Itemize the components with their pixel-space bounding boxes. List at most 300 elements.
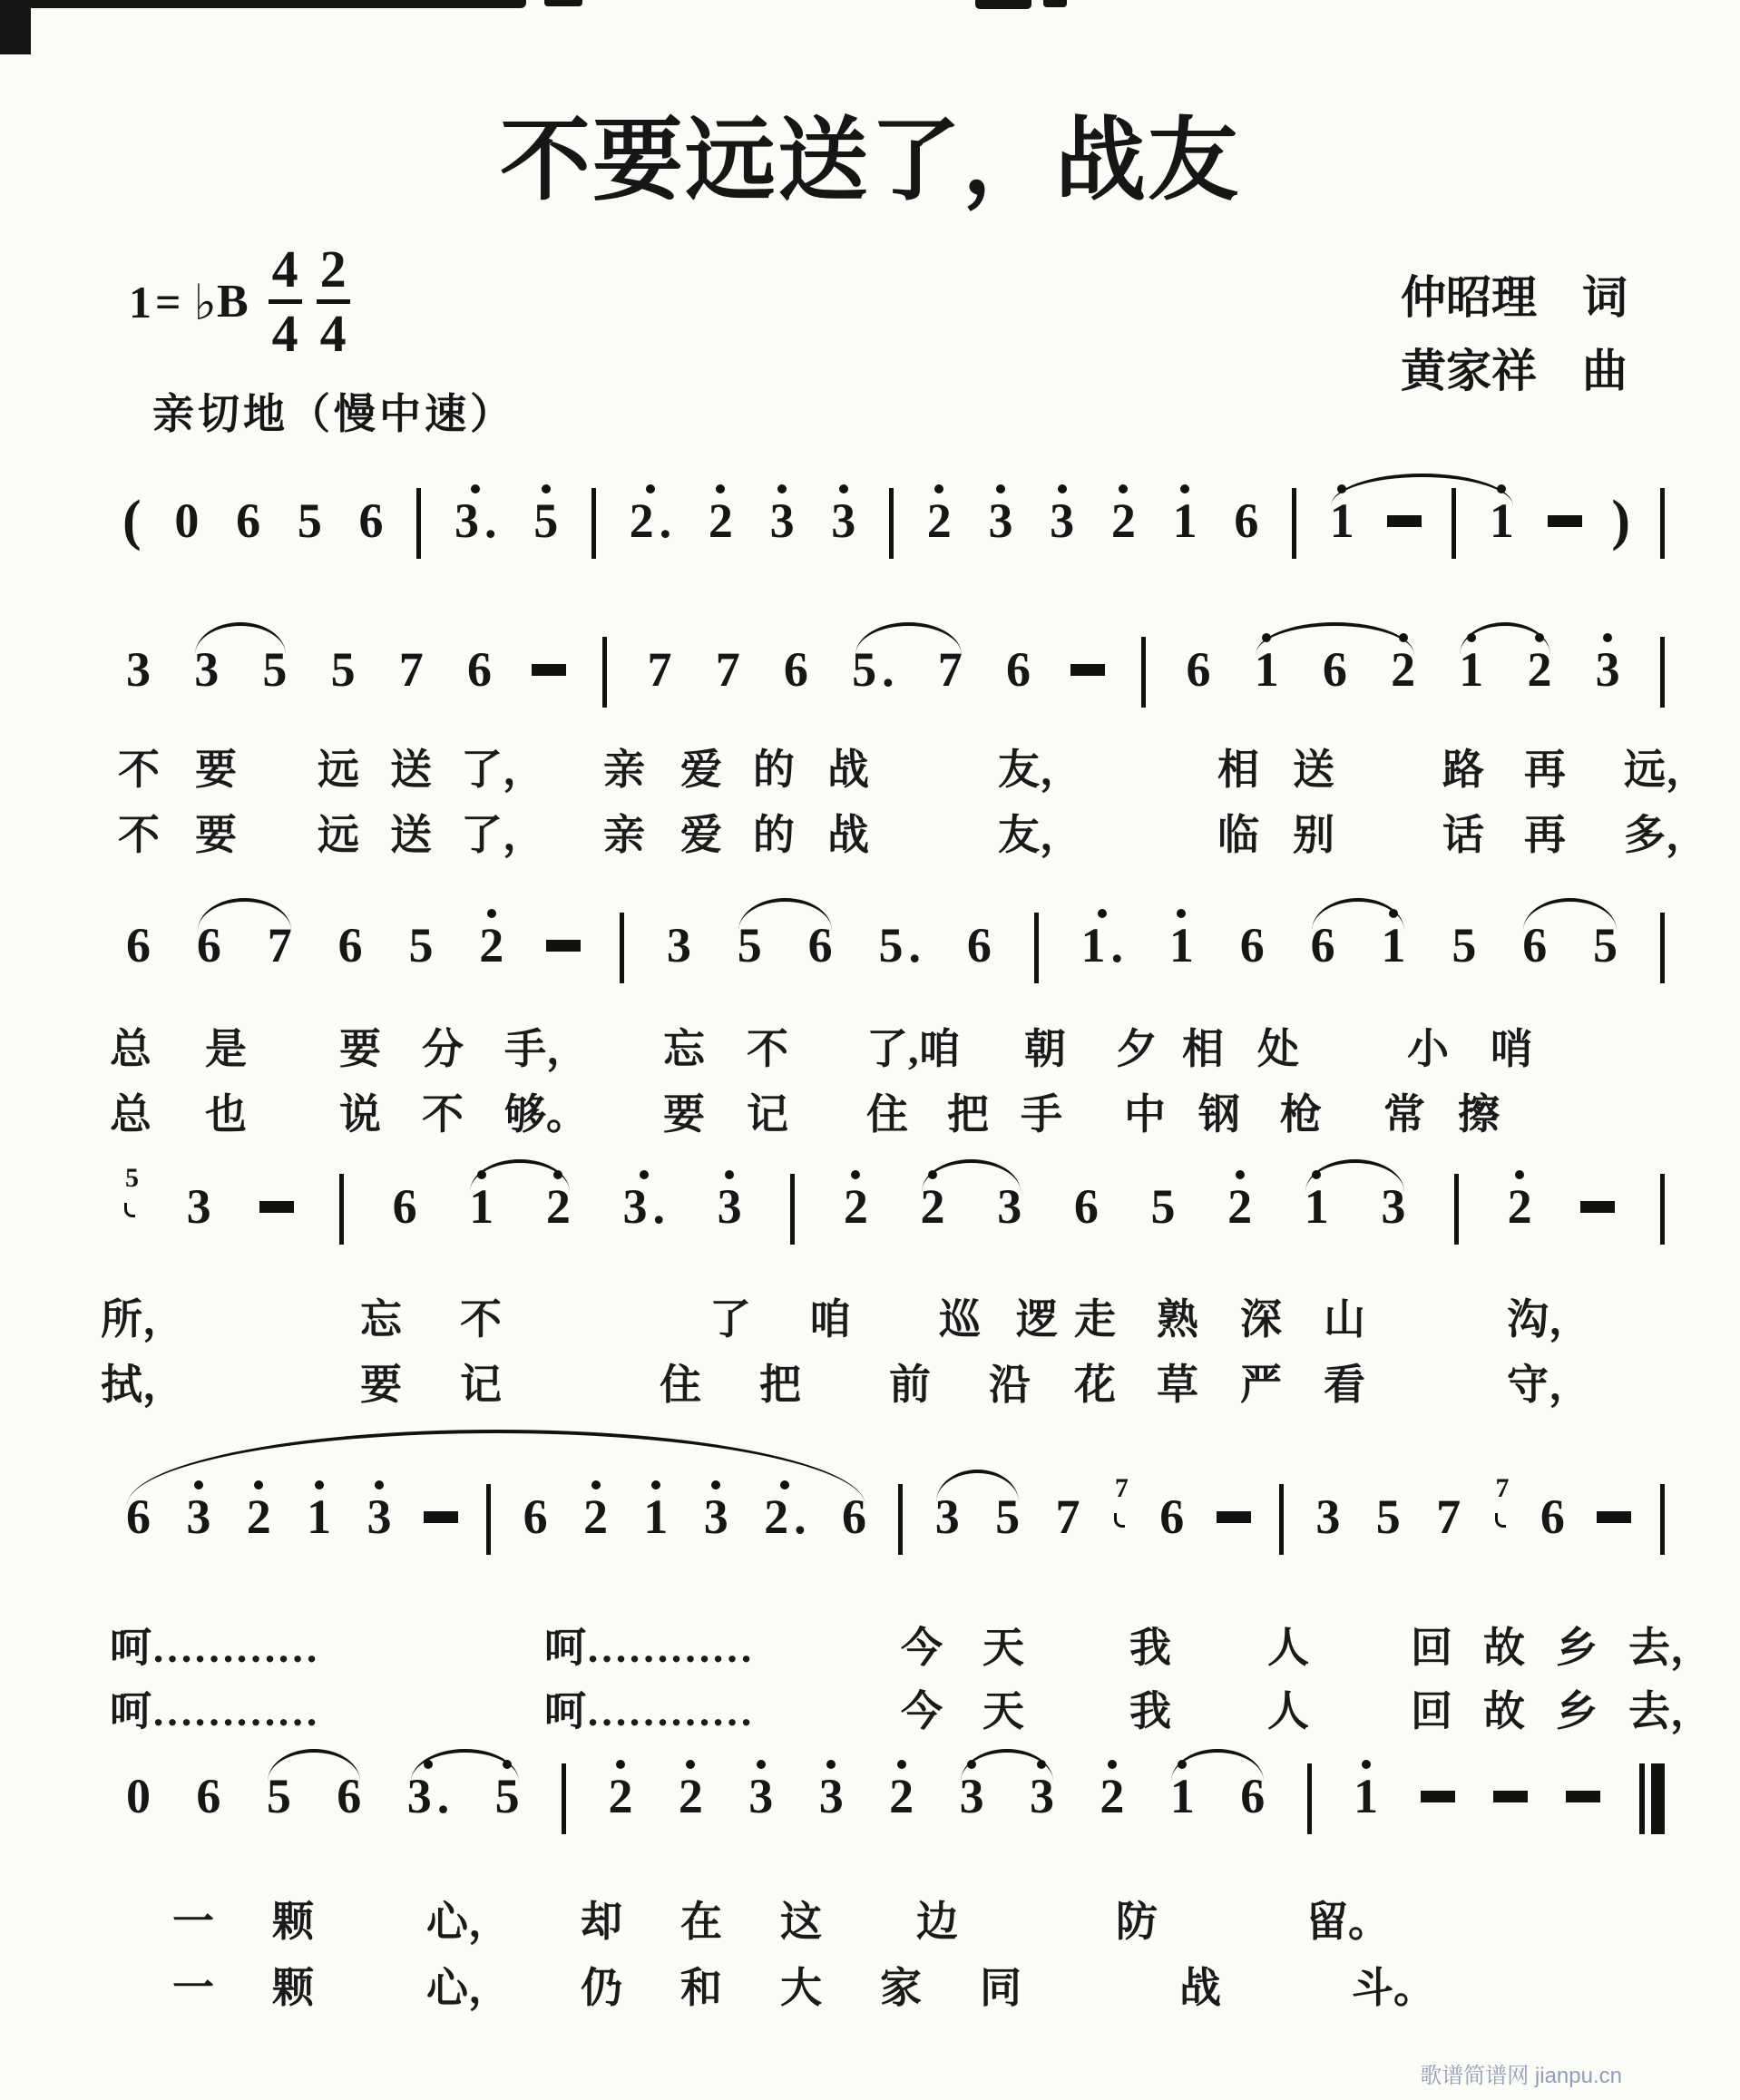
lyric-syllable: 逻 xyxy=(1016,1296,1058,1343)
notes-row xyxy=(122,916,1665,1007)
note-6: 6 xyxy=(1159,1490,1185,1544)
note-3: 3 xyxy=(191,640,222,698)
lyric-syllable: 沿 xyxy=(989,1362,1031,1408)
notation-line-4 xyxy=(122,1163,1665,1268)
augmentation-dot: . xyxy=(794,1490,806,1544)
augmentation-dot: . xyxy=(484,493,497,548)
note-7: 7 xyxy=(396,640,427,698)
notation-line-1 xyxy=(122,492,1665,582)
barline xyxy=(1307,1763,1312,1834)
lyric-syllable: 把 xyxy=(947,1091,989,1138)
lyric-syllable: 也 xyxy=(205,1091,247,1138)
slur xyxy=(1460,622,1550,655)
slur xyxy=(1523,898,1617,931)
slur xyxy=(855,622,962,655)
lyric-syllable: 却 xyxy=(581,1899,622,1945)
slur xyxy=(268,1749,360,1782)
lyric-syllable: 今 xyxy=(901,1625,943,1671)
note-3: 3 xyxy=(984,492,1016,550)
note-1: 1 xyxy=(1350,1767,1382,1825)
note-1: 1 xyxy=(1166,916,1197,974)
lyric-syllable: 守， xyxy=(1507,1362,1590,1408)
meter-numerator: 2 xyxy=(317,243,350,304)
note-6: 6 xyxy=(1237,1767,1268,1825)
note-6: 6 xyxy=(1230,492,1262,550)
lyric-syllable: 相 xyxy=(1182,1026,1224,1072)
note-3: 3 xyxy=(700,1488,732,1546)
lyric-syllable: 忘 xyxy=(663,1026,705,1072)
augmentation-dot: . xyxy=(882,642,894,697)
note-6: 6 xyxy=(122,916,154,974)
lyric-syllable: 住 xyxy=(660,1362,701,1408)
lyric-syllable: 总 xyxy=(110,1026,152,1072)
augmentation-dot: . xyxy=(1110,918,1124,972)
note-2: 2 . xyxy=(626,492,676,550)
note-1: 1 . xyxy=(1078,916,1128,974)
lyric-syllable: 处 xyxy=(1257,1026,1299,1072)
lyric-syllable: 去， xyxy=(1628,1688,1712,1734)
slur xyxy=(922,1159,1021,1192)
lyric-syllable: 山 xyxy=(1324,1296,1365,1343)
lyric-syllable: 远， xyxy=(1624,747,1707,793)
barline xyxy=(1292,488,1296,559)
note-3: 3 xyxy=(956,1767,988,1825)
lyric-syllable: 战 xyxy=(827,747,869,793)
note-5: 5 xyxy=(737,918,762,972)
lyric-syllable: 颗 xyxy=(272,1899,314,1945)
lyric-syllable: 熟 xyxy=(1157,1296,1198,1343)
note-3: 3 xyxy=(932,1488,963,1546)
note-1: 1 xyxy=(1251,640,1283,698)
note-5: 5 xyxy=(530,492,562,550)
note-6: 6 xyxy=(356,492,387,550)
lyric-syllable: 的 xyxy=(753,812,795,858)
barline xyxy=(620,913,624,983)
note-3: 3 . xyxy=(404,1767,454,1825)
barline xyxy=(416,488,421,559)
notes-row xyxy=(122,1767,1665,1858)
note-6: 6 xyxy=(1183,640,1215,698)
lyric-syllable: 今 xyxy=(901,1688,943,1734)
note-6: 6 xyxy=(335,916,367,974)
note-3: 3 xyxy=(1377,1177,1409,1236)
lyricist-credit: 仲昭理 词 xyxy=(1401,272,1628,323)
note-2: 2 xyxy=(1523,640,1555,698)
lyric-syllable: 我 xyxy=(1129,1625,1171,1671)
lyric-syllable: 人 xyxy=(1267,1625,1309,1671)
lyric-syllable: 住 xyxy=(866,1091,908,1138)
note-6: 6 xyxy=(122,1488,154,1546)
note-3: 3 xyxy=(122,640,154,698)
augmentation-dot: . xyxy=(652,1179,665,1234)
note-3: 3 xyxy=(827,492,859,550)
lyric-syllable: 了 xyxy=(709,1296,751,1343)
lyric-syllable: 了， xyxy=(461,812,544,858)
slur xyxy=(1256,622,1414,655)
lyric-syllable: 不 xyxy=(118,747,160,793)
dash xyxy=(1580,1201,1615,1213)
lyric-syllable: 乡 xyxy=(1556,1625,1598,1671)
lyric-syllable: 留。 xyxy=(1306,1899,1390,1945)
note-3: 3 . xyxy=(451,492,501,550)
lyric-syllable: 边 xyxy=(916,1899,958,1945)
lyric-syllable: 的 xyxy=(753,747,795,793)
lyric-syllable: 记 xyxy=(460,1362,502,1408)
note-7: 7 xyxy=(712,640,744,698)
notes-row xyxy=(122,492,1665,582)
lyric-syllable: 忘 xyxy=(360,1296,402,1343)
note-1: 1 xyxy=(1167,1767,1198,1825)
song-title: 不要远送了，战友 xyxy=(500,111,1240,211)
lyric-syllable: 咱 xyxy=(809,1296,851,1343)
note-2: 2 xyxy=(917,1177,949,1236)
note-5: 5 xyxy=(1375,1490,1401,1544)
note-2: 2 xyxy=(885,1767,917,1825)
lyric-syllable: 巡 xyxy=(939,1296,981,1343)
lyric-syllable: 送 xyxy=(1293,747,1334,793)
note-6: 6 xyxy=(193,916,225,974)
note-6: 6 xyxy=(389,1177,421,1236)
barline xyxy=(1660,1484,1665,1555)
barline xyxy=(602,637,607,708)
lyric-syllable: 呵………… xyxy=(110,1688,318,1734)
lyric-syllable: 说 xyxy=(339,1091,381,1138)
notes-row xyxy=(122,1473,1665,1578)
parenthesis: ( xyxy=(122,490,142,552)
dash xyxy=(1597,1511,1631,1523)
lyric-syllable: 所， xyxy=(101,1296,184,1343)
watermark: 歌谱简谱网 jianpu.cn xyxy=(1420,2064,1622,2088)
slur xyxy=(1171,1749,1264,1782)
lyric-syllable: 哨 xyxy=(1491,1026,1532,1072)
note-3: 3 xyxy=(1046,492,1078,550)
barline xyxy=(1454,1174,1459,1245)
notation-line-2 xyxy=(122,640,1665,731)
note-3: 3 xyxy=(182,1488,214,1546)
note-6: 6 xyxy=(333,1767,365,1825)
lyric-syllable: 临 xyxy=(1217,812,1259,858)
lyric-syllable: 花 xyxy=(1074,1362,1116,1408)
note-6: 6 xyxy=(1307,916,1339,974)
parenthesis: ) xyxy=(1611,490,1630,552)
lyric-syllable: 去， xyxy=(1628,1625,1712,1671)
dash xyxy=(1421,1791,1455,1802)
lyric-syllable: 爱 xyxy=(680,747,722,793)
slur xyxy=(1331,474,1513,506)
note-2: 2 xyxy=(924,492,955,550)
lyric-syllable: 朝 xyxy=(1024,1026,1066,1072)
lyric-syllable: 不 xyxy=(460,1296,502,1343)
lyric-syllable: 送 xyxy=(390,812,432,858)
barline xyxy=(1279,1484,1284,1555)
note-5: 5 xyxy=(405,916,436,974)
barline xyxy=(339,1174,344,1245)
lyric-syllable: 天 xyxy=(982,1625,1024,1671)
note-5: 5 xyxy=(259,640,290,698)
lyric-syllable: 了， xyxy=(461,747,544,793)
note-5: 5 xyxy=(1448,916,1480,974)
lyric-syllable: 记 xyxy=(747,1091,788,1138)
note-2: 2 xyxy=(840,1177,872,1236)
lyric-syllable: 够。 xyxy=(504,1091,588,1138)
note-6: 6 xyxy=(232,492,264,550)
slur xyxy=(198,898,291,931)
barline xyxy=(1660,488,1665,559)
lyric-syllable: 相 xyxy=(1217,747,1259,793)
lyric-syllable: 我 xyxy=(1129,1688,1171,1734)
note-3: 3 xyxy=(364,1488,396,1546)
barline xyxy=(1660,913,1665,983)
augmentation-dot: . xyxy=(659,493,672,548)
lyric-syllable: 人 xyxy=(1267,1688,1309,1734)
lyric-syllable: 擦 xyxy=(1458,1091,1500,1138)
dash xyxy=(1566,1791,1600,1802)
lyric-syllable: 战 xyxy=(1179,1965,1221,2011)
grace-note-7: 7 xyxy=(1493,1473,1512,1504)
lyric-syllable: 一 xyxy=(172,1899,214,1945)
barline xyxy=(591,488,596,559)
lyric-syllable: 友， xyxy=(998,747,1081,793)
note-2: 2 xyxy=(705,492,737,550)
lyric-syllable: 亲 xyxy=(603,747,645,793)
lyric-syllable: 中 xyxy=(1124,1091,1166,1138)
lyric-syllable: 手， xyxy=(504,1026,588,1072)
barline xyxy=(1034,913,1039,983)
lyric-syllable: 在 xyxy=(680,1899,722,1945)
lyric-syllable: 这 xyxy=(780,1899,822,1945)
lyric-syllable: 乡 xyxy=(1556,1688,1598,1734)
lyric-syllable: 深 xyxy=(1240,1296,1282,1343)
note-1: 1 xyxy=(640,1488,671,1546)
lyric-syllable: 总 xyxy=(110,1091,152,1138)
note-6: 6 xyxy=(192,1767,224,1825)
note-3: 3 xyxy=(816,1767,847,1825)
barline xyxy=(562,1763,566,1834)
flat-sign: ♭ xyxy=(193,275,217,330)
note-2: 2 . xyxy=(760,1488,810,1546)
barline xyxy=(790,1174,795,1245)
lyric-syllable: 夕 xyxy=(1116,1026,1158,1072)
note-2: 2 xyxy=(1108,492,1139,550)
barline xyxy=(1141,637,1146,708)
final-barline xyxy=(1639,1763,1665,1834)
note-1: 1 xyxy=(1455,640,1487,698)
barline xyxy=(1660,1174,1665,1245)
lyric-syllable: 路 xyxy=(1442,747,1484,793)
note-1: 1 xyxy=(1169,492,1201,550)
note-2: 2 xyxy=(604,1767,636,1825)
key-tonic: B xyxy=(216,276,249,327)
lyric-syllable: 分 xyxy=(422,1026,464,1072)
note-2: 2 xyxy=(1504,1177,1536,1236)
lyric-syllable: 远 xyxy=(318,747,359,793)
lyric-syllable: 防 xyxy=(1116,1899,1158,1945)
lyric-syllable: 爱 xyxy=(680,812,722,858)
note-1: 1 xyxy=(1326,492,1358,550)
lyric-syllable: 了,咱 xyxy=(866,1026,961,1072)
note-1: 1 xyxy=(303,1488,335,1546)
lyric-syllable: 要 xyxy=(360,1362,402,1408)
lyric-syllable: 钢 xyxy=(1198,1091,1240,1138)
lyric-syllable: 手 xyxy=(1021,1091,1062,1138)
lyric-syllable: 前 xyxy=(889,1362,931,1408)
note-6: 6 xyxy=(1070,1177,1102,1236)
barline xyxy=(889,488,894,559)
lyric-syllable: 和 xyxy=(680,1965,722,2011)
lyric-syllable: 呵………… xyxy=(544,1688,753,1734)
note-6: 6 xyxy=(963,916,995,974)
note-3: 3 xyxy=(186,1179,211,1234)
note-7: 7 xyxy=(644,640,676,698)
dash xyxy=(1070,664,1105,676)
lyric-syllable: 回 xyxy=(1411,1625,1452,1671)
dash xyxy=(1387,515,1422,527)
slur xyxy=(936,1470,1019,1502)
lyric-syllable: 草 xyxy=(1157,1362,1198,1408)
lyric-syllable: 不 xyxy=(747,1026,788,1072)
lyric-syllable: 一 xyxy=(172,1965,214,2011)
note-5: 5 . xyxy=(878,918,921,972)
lyric-syllable: 要 xyxy=(195,812,237,858)
meter-denominator: 4 xyxy=(319,304,347,363)
lyric-syllable: 同 xyxy=(980,1965,1022,2011)
key-label: 1= xyxy=(129,276,185,327)
lyric-syllable: 严 xyxy=(1240,1362,1282,1408)
note-5: 5 xyxy=(492,1767,523,1825)
note-7: 7 xyxy=(1052,1488,1084,1546)
dash xyxy=(546,940,581,952)
meter-numerator: 4 xyxy=(269,243,302,304)
note-5: 5 xyxy=(294,492,326,550)
note-3: 3 xyxy=(993,1177,1025,1236)
grace-note-7: 7 xyxy=(1112,1473,1131,1504)
barline xyxy=(898,1484,903,1555)
note-6: 6 xyxy=(1540,1490,1565,1544)
lyric-syllable: 家 xyxy=(880,1965,922,2011)
note-3: 3 xyxy=(663,916,695,974)
note-5: 5 xyxy=(1589,916,1621,974)
notation-line-5 xyxy=(122,1473,1665,1578)
note-5: 5 xyxy=(327,640,359,698)
note-1: 1 xyxy=(1301,1177,1333,1236)
composer-credit: 黄家祥 曲 xyxy=(1401,346,1628,396)
slur xyxy=(961,1749,1053,1782)
note-3: 3 xyxy=(714,1177,746,1236)
dash xyxy=(1493,1791,1528,1802)
lyric-syllable: 把 xyxy=(759,1362,801,1408)
grace-note-5: 5 xyxy=(122,1163,142,1194)
note-6: 6 xyxy=(838,1488,870,1546)
lyric-syllable: 要 xyxy=(339,1026,381,1072)
slur xyxy=(195,622,286,655)
notation-line-3 xyxy=(122,916,1665,1007)
lyric-syllable: 别 xyxy=(1293,812,1334,858)
slur xyxy=(411,1749,519,1782)
lyric-syllable: 再 xyxy=(1524,747,1566,793)
lyric-syllable: 呵………… xyxy=(544,1625,753,1671)
note-5: 5 xyxy=(1147,1177,1178,1236)
meter-denominator: 4 xyxy=(271,304,298,363)
lyric-syllable: 心， xyxy=(426,1965,510,2011)
lyric-syllable: 再 xyxy=(1524,812,1566,858)
slur xyxy=(1312,898,1404,931)
note-5: 5 xyxy=(263,1767,295,1825)
note-6: 6 xyxy=(1237,916,1268,974)
note-3: 3 xyxy=(745,1767,777,1825)
lyric-syllable: 看 xyxy=(1324,1362,1365,1408)
lyric-syllable: 亲 xyxy=(603,812,645,858)
augmentation-dot: . xyxy=(908,918,921,972)
note-3: 3 xyxy=(1312,1488,1344,1546)
dash xyxy=(532,664,566,676)
lyric-syllable: 常 xyxy=(1383,1091,1425,1138)
lyric-syllable: 心， xyxy=(426,1899,510,1945)
dash xyxy=(1548,515,1582,527)
note-3: 3 . xyxy=(619,1177,669,1236)
lyric-syllable: 沟， xyxy=(1507,1296,1590,1343)
lyric-syllable: 要 xyxy=(195,747,237,793)
dash xyxy=(259,1201,294,1213)
lyric-syllable: 战 xyxy=(827,812,869,858)
note-6: 6 xyxy=(520,1488,552,1546)
lyric-syllable: 走 xyxy=(1074,1296,1116,1343)
lyric-syllable: 友， xyxy=(998,812,1081,858)
lyric-syllable: 拭， xyxy=(101,1362,184,1408)
lyric-syllable: 斗。 xyxy=(1352,1965,1435,2011)
note-2: 2 xyxy=(580,1488,611,1546)
lyric-syllable: 故 xyxy=(1483,1625,1525,1671)
lyric-syllable: 要 xyxy=(663,1091,705,1138)
slur xyxy=(470,1159,570,1192)
note-3: 3 xyxy=(1592,640,1624,698)
lyric-syllable: 远 xyxy=(318,812,359,858)
lyric-syllable: 天 xyxy=(982,1688,1024,1734)
lyric-syllable: 送 xyxy=(390,747,432,793)
note-7: 7 xyxy=(934,640,966,698)
note-6: 6 xyxy=(1005,642,1031,697)
augmentation-dot: . xyxy=(436,1769,450,1823)
slur xyxy=(1305,1159,1404,1192)
lyric-syllable: 不 xyxy=(118,812,160,858)
note-1: 1 xyxy=(465,1177,497,1236)
lyric-syllable: 大 xyxy=(780,1965,822,2011)
lyric-syllable: 仍 xyxy=(581,1965,622,2011)
note-6: 6 xyxy=(1519,916,1550,974)
note-7: 7 xyxy=(1432,1488,1464,1546)
note-2: 2 xyxy=(1224,1177,1256,1236)
barline xyxy=(1660,637,1665,708)
lyric-syllable: 颗 xyxy=(272,1965,314,2011)
notes-row xyxy=(122,640,1665,731)
note-7: 7 xyxy=(264,916,296,974)
lyric-syllable: 多， xyxy=(1624,812,1707,858)
lyric-syllable: 小 xyxy=(1407,1026,1449,1072)
note-0: 0 xyxy=(171,492,202,550)
dash xyxy=(1217,1511,1251,1523)
note-2: 2 xyxy=(1387,640,1419,698)
note-6: 6 xyxy=(466,642,492,697)
note-2: 2 xyxy=(243,1488,275,1546)
note-1: 1 xyxy=(1486,492,1518,550)
lyric-syllable: 枪 xyxy=(1280,1091,1322,1138)
note-3: 3 xyxy=(767,492,798,550)
notes-row xyxy=(122,1163,1665,1268)
note-2: 2 xyxy=(675,1767,707,1825)
note-0: 0 xyxy=(122,1767,154,1825)
note-3: 3 xyxy=(1026,1767,1058,1825)
tempo-marking: 亲切地（慢中速） xyxy=(152,391,515,437)
note-6: 6 xyxy=(805,916,836,974)
